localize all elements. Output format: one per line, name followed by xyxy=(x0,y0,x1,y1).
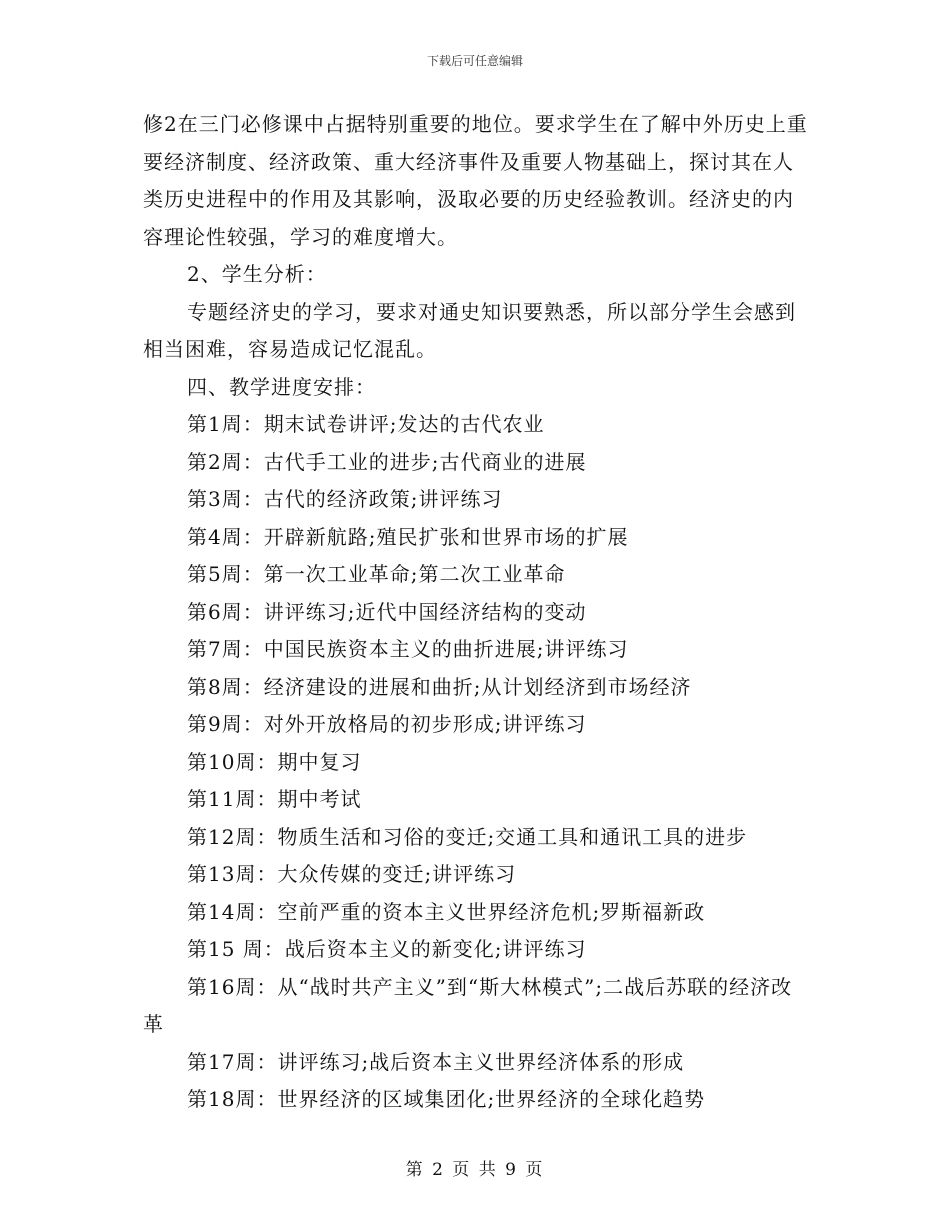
schedule-item-week-3: 第3周：古代的经济政策;讲评练习 xyxy=(187,487,503,511)
schedule-item-week-6: 第6周：讲评练习;近代中国经济结构的变动 xyxy=(187,599,587,624)
page-footer: 第 2 页 共 9 页 xyxy=(405,1160,545,1180)
schedule-item-week-13: 第13周：大众传媒的变迁;讲评练习 xyxy=(187,862,517,886)
schedule-item-week-7: 第7周：中国民族资本主义的曲折进展;讲评练习 xyxy=(187,637,629,661)
heading-schedule: 四、教学进度安排： xyxy=(187,374,376,399)
page-header: 下载后可任意编辑 xyxy=(426,54,523,68)
schedule-item-week-9: 第9周：对外开放格局的初步形成;讲评练习 xyxy=(187,712,587,736)
schedule-item-week-4: 第4周：开辟新航路;殖民扩张和世界市场的扩展 xyxy=(187,524,629,549)
schedule-item-week-2: 第2周：古代手工业的进步;古代商业的进展 xyxy=(187,449,587,474)
schedule-item-week-17: 第17周：讲评练习;战后资本主义世界经济体系的形成 xyxy=(187,1049,685,1074)
schedule-item-week-8: 第8周：经济建设的进展和曲折;从计划经济到市场经济 xyxy=(187,674,692,699)
document-body xyxy=(143,106,808,1119)
schedule-item-week-1: 第1周：期末试卷讲评;发达的古代农业 xyxy=(187,412,545,436)
schedule-item-week-5: 第5周：第一次工业革命;第二次工业革命 xyxy=(187,562,566,586)
schedule-item-week-14: 第14周：空前严重的资本主义世界经济危机;罗斯福新政 xyxy=(187,899,706,924)
schedule-item-week-18: 第18周：世界经济的区域集团化;世界经济的全球化趋势 xyxy=(187,1087,706,1111)
paragraph-student-analysis: 专题经济史的学习，要求对通史知识要熟悉，所以部分学生会感到相当困难，容易造成记忆混乱。 xyxy=(143,299,796,361)
schedule-item-week-10: 第10周：期中复习 xyxy=(187,749,362,774)
schedule-item-week-16: 第16周：从“战时共产主义”到“斯大林模式”;二战后苏联的经济改革 xyxy=(143,974,793,1036)
schedule-item-week-12: 第12周：物质生活和习俗的变迁;交通工具和通讯工具的进步 xyxy=(187,824,748,849)
schedule-item-week-11: 第11周：期中考试 xyxy=(187,787,362,811)
schedule-item-week-15: 第15 周：战后资本主义的新变化;讲评练习 xyxy=(187,937,587,961)
heading-student-analysis: 2、学生分析： xyxy=(187,262,327,286)
paragraph-intro: 修2在三门必修课中占据特别重要的地位。要求学生在了解中外历史上重要经济制度、经济政策、重大经济事件及重要人物基础上，探讨其在人类历史进程中的作用及其影响，汲取必要的历史经验教训。经济史的内容理论性较强，学习的难度增大。 xyxy=(143,112,808,249)
